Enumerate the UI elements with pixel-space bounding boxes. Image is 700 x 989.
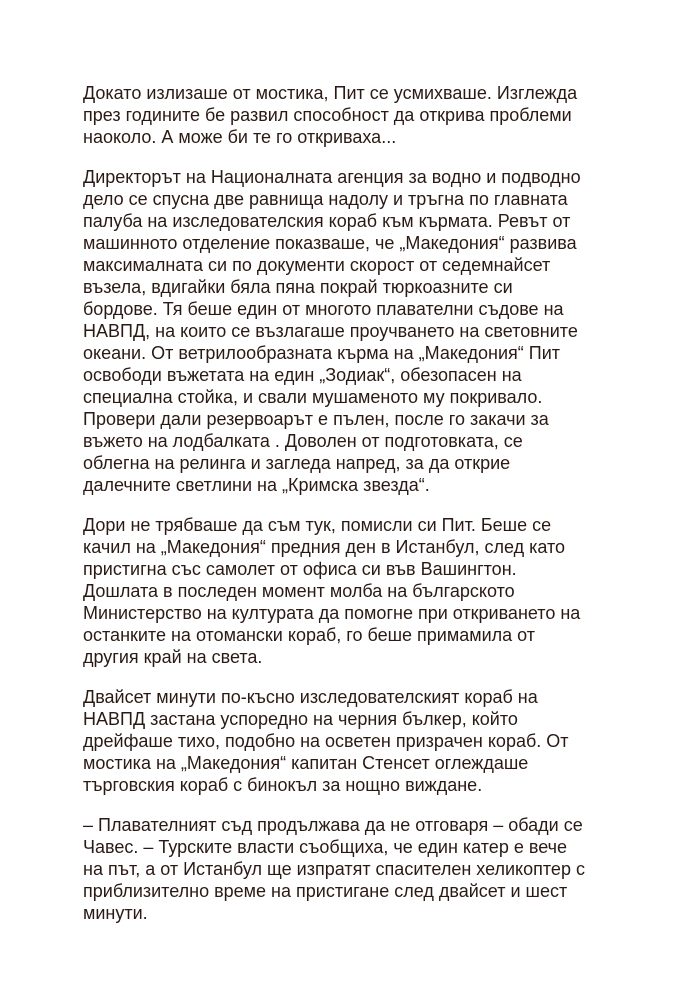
- text-line: на път, а от Истанбул ще изпратят спасителен хеликоптер с: [83, 859, 585, 879]
- text-line: дрейфаше тихо, подобно на осветен призрачен кораб. От: [83, 731, 569, 751]
- text-line: океани. От ветрилообразната кърма на „Македония“ Пит: [83, 343, 561, 363]
- text-line: качил на „Македония“ предния ден в Истанбул, след като: [83, 537, 566, 557]
- text-line: останките на отомански кораб, го беше примамила от: [83, 625, 536, 645]
- text-line: другия край на света.: [83, 647, 263, 667]
- text-line: възела, вдигайки бяла пяна покрай тюркоазните си: [83, 277, 513, 297]
- text-line: Директорът на Националната агенция за водно и подводно: [83, 167, 581, 187]
- text-line: далечните светлини на „Кримска звезда“.: [83, 475, 430, 495]
- text-line: облегна на релинга и загледа напред, за да открие: [83, 453, 511, 473]
- text-line: НАВПД, на които се възлагаше проучването на световните: [83, 321, 578, 341]
- paragraph-1: [83, 82, 643, 148]
- document-body: [83, 82, 643, 942]
- text-line: дело се спусна две равнища надолу и тръгна по главната: [83, 189, 568, 209]
- text-line: Дошлата в последен момент молба на българското: [83, 581, 515, 601]
- text-line: мостика на „Македония“ капитан Стенсет оглеждаше: [83, 753, 529, 773]
- paragraph-2: [83, 166, 643, 496]
- text-line: Дори не трябваше да съм тук, помисли си Пит. Беше се: [83, 515, 552, 535]
- text-line: палуба на изследователския кораб към кърмата. Ревът от: [83, 211, 571, 231]
- text-line: приблизително време на пристигане след двайсет и шест: [83, 881, 568, 901]
- text-line: наоколо. А може би те го откриваха...: [83, 127, 397, 147]
- text-line: Провери дали резервоарът е пълен, после го закачи за: [83, 409, 549, 429]
- text-line: бордове. Тя беше един от многото плавателни съдове на: [83, 299, 564, 319]
- text-line: въжето на лодбалката . Доволен от подготовката, се: [83, 431, 523, 451]
- paragraph-3: [83, 514, 643, 668]
- text-line: – Плавателният съд продължава да не отговаря – обади се: [83, 815, 583, 835]
- text-line: пристигна със самолет от офиса си във Вашингтон.: [83, 559, 517, 579]
- text-line: Министерство на културата да помогне при откриването на: [83, 603, 581, 623]
- text-line: търговския кораб с бинокъл за нощно виждане.: [83, 775, 483, 795]
- text-line: освободи въжетата на един „Зодиак“, обезопасен на: [83, 365, 522, 385]
- paragraph-4: [83, 686, 643, 796]
- text-line: Двайсет минути по-късно изследователският кораб на: [83, 687, 538, 707]
- text-line: машинното отделение показваше, че „Македония“ развива: [83, 233, 577, 253]
- text-line: НАВПД застана успоредно на черния бълкер, който: [83, 709, 518, 729]
- text-line: специална стойка, и свали мушаменото му покривало.: [83, 387, 543, 407]
- text-line: през годините бе развил способност да открива проблеми: [83, 105, 572, 125]
- paragraph-5: [83, 814, 643, 924]
- text-line: Докато излизаше от мостика, Пит се усмихваше. Изглежда: [83, 83, 578, 103]
- text-line: Чавес. – Турските власти съобщиха, че един катер е вече: [83, 837, 568, 857]
- text-line: минути.: [83, 903, 148, 923]
- text-line: максималната си по документи скорост от седемнайсет: [83, 255, 551, 275]
